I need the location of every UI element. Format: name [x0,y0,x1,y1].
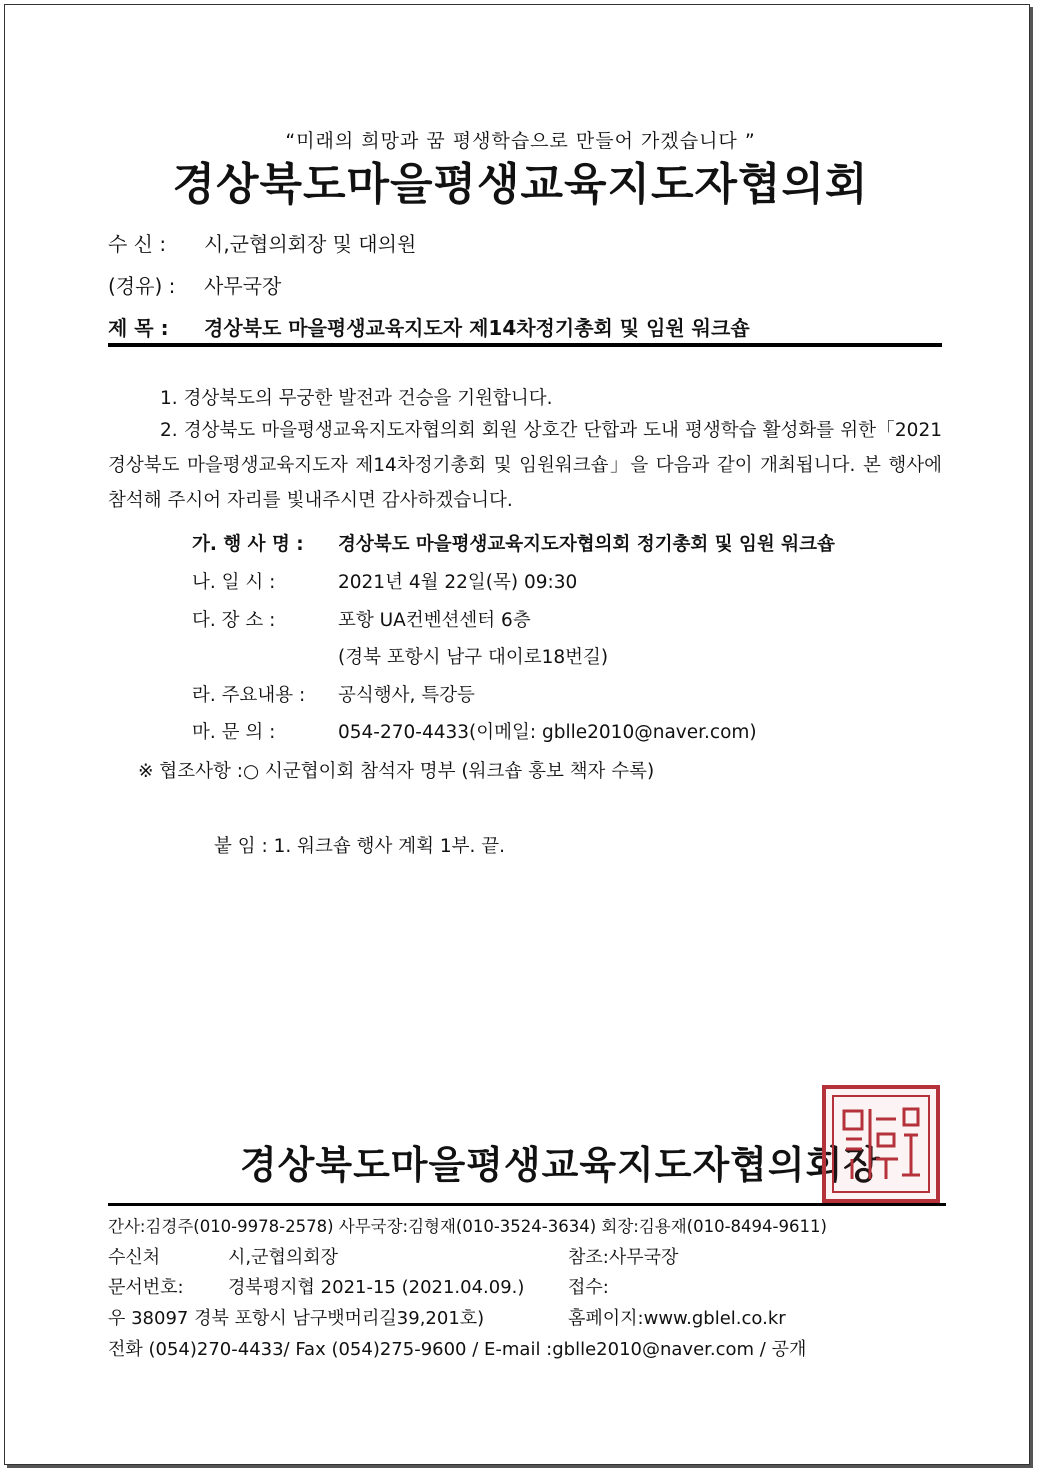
cooperation-note: ※ 협조사항 :○ 시군협이회 참석자 명부 (워크숍 홍보 책자 수록) [138,761,655,782]
organization-title: 경상북도마을평생교육지도자협의회 [172,159,869,210]
subject-value: 경상북도 마을평생교육지도자 제14차정기총회 및 임원 워크숍 [204,316,750,340]
footer-address: 우 38097 경북 포항시 남구뱃머리길39,201호) [108,1308,485,1329]
item-value: 포항 UA컨벤션센터 6층 [338,610,531,631]
footer-reference: 참조:사무국장 [568,1247,679,1268]
footer-recipient-value: 시,군협의회장 [228,1247,339,1268]
footer-doc-number-value: 경북평지협 2021-15 (2021.04.09.) [228,1277,525,1298]
via-label: (경유) : [108,274,176,298]
item-datetime [192,568,577,594]
item-value: 공식행사, 특강등 [338,685,475,706]
item-label: 다. 장 소 : [192,610,276,631]
signature-title: 경상북도마을평생교육지도자협의회장 [239,1143,882,1187]
item-value: 경상북도 마을평생교육지도자협의회 정기총회 및 임원 워크숍 [338,534,835,555]
via-value: 사무국장 [204,274,282,298]
attachment-line: 붙 임 : 1. 워크숍 행사 계획 1부. 끝. [214,836,506,857]
recipient-label: 수 신 : [108,232,167,256]
footer-doc-number-label: 문서번호: [108,1277,184,1298]
item-label: 나. 일 시 : [192,572,276,593]
official-seal-icon [822,1085,940,1203]
via-row [108,270,281,299]
item-label: 마. 문 의 : [192,722,276,743]
footer-recipient-label: 수신처 [108,1247,161,1268]
footer-divider [108,1203,946,1206]
recipient-row [108,228,416,257]
item-label: 가. 행 사 명 : [192,534,304,555]
footer-contacts: 간사:김경주(010-9978-2578) 사무국장:김형재(010-3524-3634) 회장:김용재(010-8494-9611) [108,1217,827,1236]
item-venue [192,606,531,632]
item-venue-address [192,643,608,669]
item-label: 라. 주요내용 : [192,685,306,706]
header-divider [108,343,942,347]
item-contents [192,681,475,707]
subject-label: 제 목 : [108,316,169,340]
footer-contact-line: 전화 (054)270-4433/ Fax (054)275-9600 / E-mail :gblle2010@naver.com / 공개 [108,1339,807,1360]
footer-received: 접수: [568,1277,609,1298]
item-value: (경북 포항시 남구 대이로18번길) [338,647,609,668]
footer-homepage: 홈페이지:www.gblel.co.kr [568,1308,786,1329]
item-event-name [192,530,835,556]
slogan: “미래의 희망과 꿈 평생학습으로 만들어 가겠습니다 ” [285,130,756,152]
recipient-value: 시,군협의회장 및 대의원 [204,232,417,256]
item-value: 2021년 4월 22일(목) 09:30 [338,572,578,593]
paragraph-2: 2. 경상북도 마을평생교육지도자협의회 회원 상호간 단합과 도내 평생학습 활성화를 위한「2021 경상북도 마을평생교육지도자 제14차정기총회 및 임원워크숍」을 다음과 같이 개최됩니다. 본 행사에 참석해 주시어 자리를 빛내주시면 감사하겠습니다. [108,420,942,511]
item-inquiry [192,718,757,744]
item-value: 054-270-4433(이메일: gblle2010@naver.com) [338,722,757,743]
subject-row [108,312,750,341]
paragraph-1: 1. 경상북도의 무궁한 발전과 건승을 기원합니다. [160,388,553,409]
